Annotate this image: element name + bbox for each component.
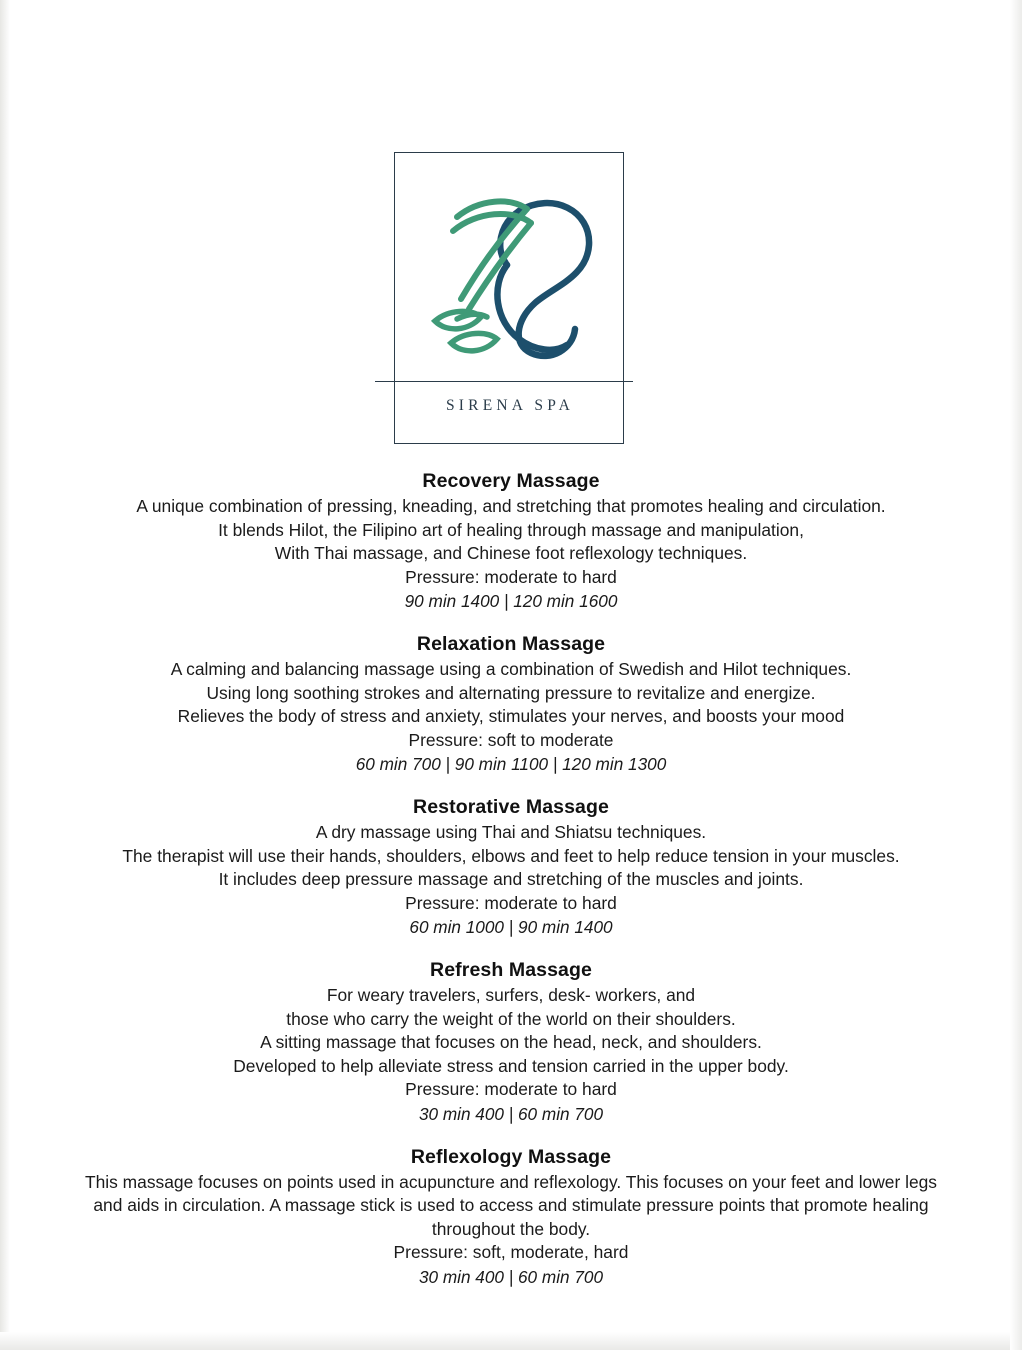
service-description-line: This massage focuses on points used in acupuncture and reflexology. This focuses on your feet and lower legs (85, 1171, 937, 1192)
service-description-line: It blends Hilot, the Filipino art of healing through massage and manipulation, (218, 519, 804, 540)
logo-divider-rule (375, 381, 633, 382)
service-description (50, 658, 972, 729)
service-description-line: A sitting massage that focuses on the head, neck, and shoulders. (260, 1032, 762, 1052)
service-title: Refresh Massage (430, 959, 592, 981)
service-description-line: Using long soothing strokes and alternating pressure to revitalize and energize. (206, 682, 816, 703)
service-description-line: throughout the body. (431, 1218, 591, 1239)
service-pressure: Pressure: moderate to hard (405, 566, 617, 587)
page-bottom-edge (0, 1332, 1022, 1350)
services-list (50, 470, 972, 1289)
service-pressure: Pressure: soft, moderate, hard (393, 1242, 629, 1262)
service-description-line: Developed to help alleviate stress and tension carried in the upper body. (233, 1055, 789, 1076)
service-item (50, 959, 972, 1126)
service-price: 30 min 400 | 60 min 700 (418, 1103, 604, 1124)
service-pressure: Pressure: moderate to hard (405, 1079, 617, 1099)
service-description-line: For weary travelers, surfers, desk- workers, and (326, 985, 696, 1005)
service-pressure: Pressure: moderate to hard (405, 892, 617, 913)
service-description-line: A calming and balancing massage using a combination of Swedish and Hilot techniques. (170, 659, 852, 679)
service-title: Recovery Massage (422, 470, 600, 492)
service-price: 90 min 1400 | 120 min 1600 (404, 591, 618, 611)
service-item (50, 470, 972, 613)
service-description (50, 495, 972, 566)
service-title: Restorative Massage (413, 796, 609, 818)
service-item (50, 1146, 972, 1289)
service-description-line: The therapist will use their hands, shoulders, elbows and feet to help reduce tension in your muscles. (122, 845, 900, 866)
service-price: 60 min 700 | 90 min 1100 | 120 min 1300 (355, 754, 667, 774)
service-description-line: Relieves the body of stress and anxiety, stimulates your nerves, and boosts your mood (177, 706, 845, 726)
service-item (50, 633, 972, 776)
service-title: Relaxation Massage (416, 633, 606, 655)
service-description-line: and aids in circulation. A massage stick is used to access and stimulate pressure points that promote healing (93, 1195, 929, 1215)
service-description-line: A unique combination of pressing, kneading, and stretching that promotes healing and circulation. (136, 496, 886, 516)
brand-name: SIRENA SPA (445, 397, 574, 414)
sirena-spa-logo-icon (395, 153, 625, 381)
service-price: 60 min 1000 | 90 min 1400 (409, 917, 613, 937)
service-title: Reflexology Massage (410, 1145, 612, 1168)
brand-logo-frame (394, 152, 624, 444)
service-pressure: Pressure: soft to moderate (408, 729, 614, 750)
service-description (50, 984, 972, 1078)
service-description (50, 1171, 972, 1242)
service-item (50, 796, 972, 939)
service-description-line: With Thai massage, and Chinese foot reflexology techniques. (274, 543, 748, 563)
service-description (50, 821, 972, 892)
service-description-line: those who carry the weight of the world on their shoulders. (286, 1008, 736, 1029)
service-description-line: A dry massage using Thai and Shiatsu techniques. (315, 822, 707, 842)
service-description-line: It includes deep pressure massage and stretching of the muscles and joints. (218, 869, 804, 889)
service-price: 30 min 400 | 60 min 700 (418, 1266, 604, 1287)
